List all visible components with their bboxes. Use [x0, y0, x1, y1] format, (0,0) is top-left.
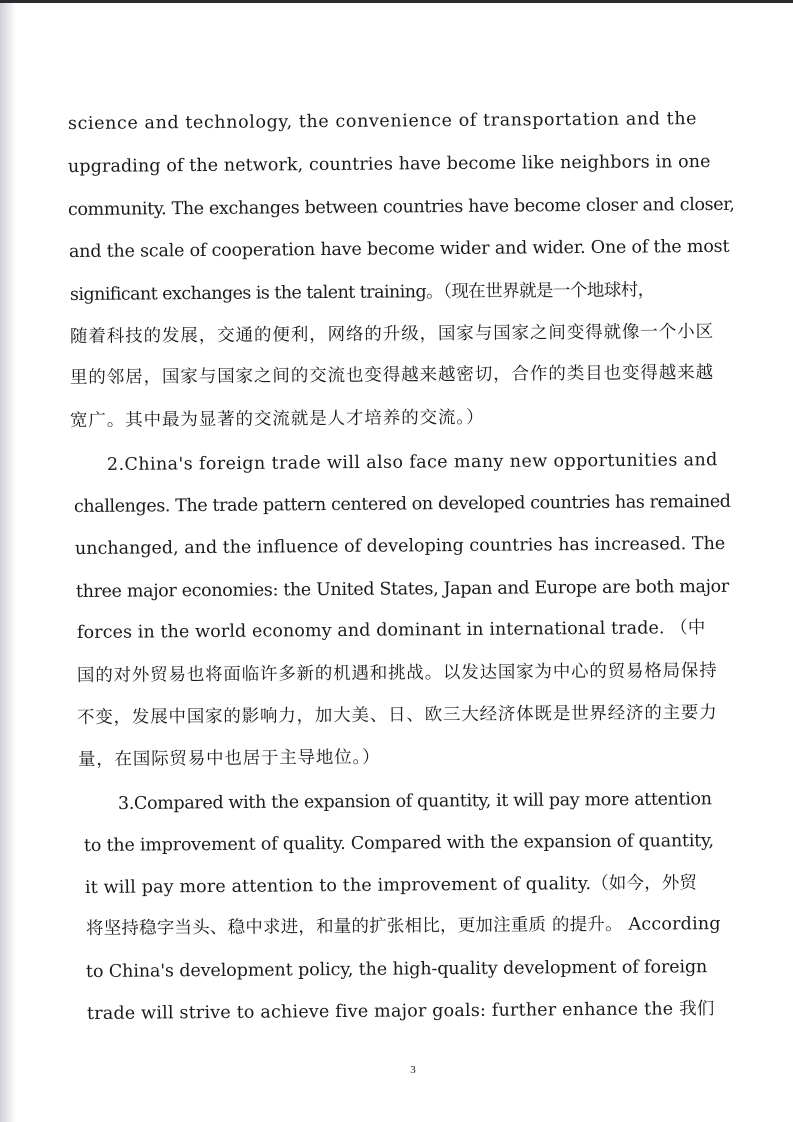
text-line: 2.China's foreign trade will also face many new opportunities and	[106, 450, 718, 475]
text-line: 宽广。其中最为显著的交流就是人才培养的交流。）	[69, 407, 485, 431]
text-line: 国的对外贸易也将面临许多新的机遇和挑战。以发达国家为中心的贸易格局保持	[76, 660, 718, 686]
text-line: challenges. The trade pattern centered on developed countries has remained	[73, 491, 731, 517]
text-line: it will pay more attention to the improvement of quality.（如今，外贸	[84, 873, 698, 898]
text-line: community. The exchanges between countries have become closer and closer,	[67, 194, 735, 220]
text-line: 3.Compared with the expansion of quantity, it will pay more attention	[117, 789, 712, 814]
page-number: 3	[410, 1064, 416, 1076]
text-line: 将坚持稳字当头、稳中求进，和量的扩张相比，更加注重质 的提升。 According	[85, 914, 721, 939]
text-line: significant exchanges is the talent training。（现在世界就是一个地球村，	[69, 280, 655, 305]
text-line: 不变，发展中国家的影响力，加大美、日、欧三大经济体既是世界经济的主要力	[76, 702, 718, 728]
text-line: 随着科技的发展，交通的便利，网络的升级，国家与国家之间变得就像一个小区	[69, 321, 715, 347]
text-line: trade will strive to achieve five major goals: further enhance the 我们	[86, 999, 715, 1024]
text-line: to China's development policy, the high-quality development of foreign	[85, 957, 708, 982]
text-line: upgrading of the network, countries have become like neighbors in one	[67, 151, 711, 177]
text-line: forces in the world economy and dominant in international trade. （中	[76, 618, 706, 643]
text-line: unchanged, and the influence of developing countries has increased. The	[74, 533, 726, 559]
text-line: to the improvement of quality. Compared with the expansion of quantity,	[83, 831, 714, 856]
text-line: three major economies: the United States, Japan and Europe are both major	[75, 576, 729, 602]
text-line: 里的邻居，国家与国家之间的交流也变得越来越密切，合作的类目也变得越来越	[69, 362, 715, 388]
text-line: science and technology, the convenience of transportation and the	[67, 109, 698, 134]
text-line: and the scale of cooperation have become wider and wider. One of the most	[68, 236, 730, 262]
text-line: 量，在国际贸易中也居于主导地位。）	[77, 747, 381, 770]
